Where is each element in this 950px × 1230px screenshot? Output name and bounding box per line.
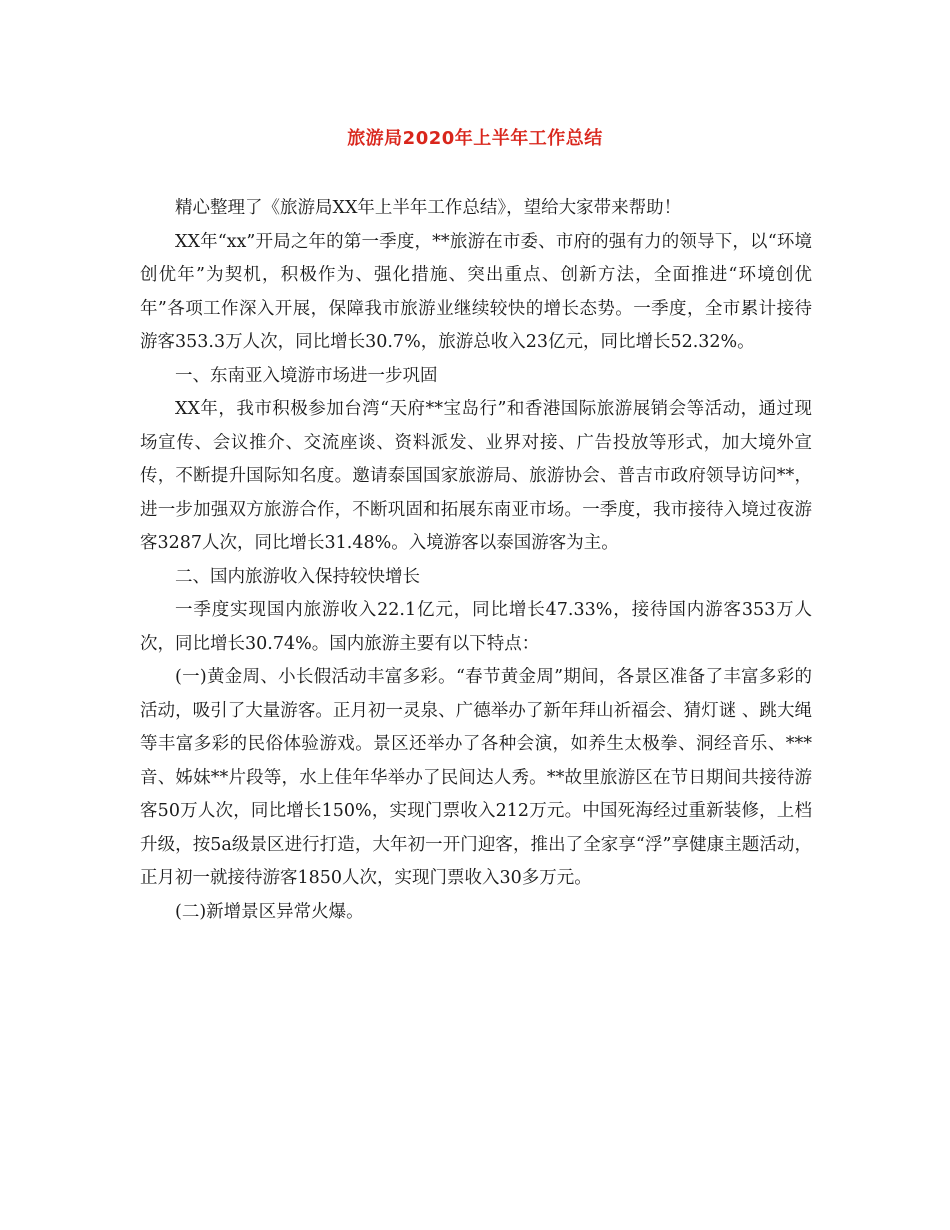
inbound-paragraph: XX年，我市积极参加台湾“天府**宝岛行”和香港国际旅游展销会等活动，通过现场宣传、会议推介、交流座谈、资料派发、业界对接、广告投放等形式，加大境外宣传，不断提升国际知名度。邀请泰国国家旅游局、旅游协会、普吉市政府领导访问**，进一步加强双方旅游合作，不断巩固和拓展东南亚市场。一季度，我市接待入境过夜游客3287人次，同比增长31.48%。入境游客以泰国游客为主。	[140, 399, 812, 553]
domestic-paragraph: 一季度实现国内旅游收入22.1亿元，同比增长47.33%，接待国内游客353万人次，同比增长30.74%。国内旅游主要有以下特点：	[140, 600, 812, 654]
document-body	[140, 192, 812, 929]
intro-paragraph: 精心整理了《旅游局XX年上半年工作总结》，望给大家带来帮助！	[175, 198, 682, 218]
summary-paragraph: XX年“xx”开局之年的第一季度，**旅游在市委、市府的强有力的领导下，以“环境创优年”为契机，积极作为、强化措施、突出重点、创新方法，全面推进“环境创优年”各项工作深入开展，保障我市旅游业继续较快的增长态势。一季度，全市累计接待游客353.3万人次，同比增长30.7%，旅游总收入23亿元，同比增长52.32%。	[140, 231, 812, 352]
golden-week-paragraph: (一)黄金周、小长假活动丰富多彩。“春节黄金周”期间，各景区准备了丰富多彩的活动，吸引了大量游客。正月初一灵泉、广德举办了新年拜山祈福会、猜灯谜 、跳大绳等丰富多彩的民俗体验游戏。景区还举办了各种会演，如养生太极拳、洞经音乐、***音、姊妹**片段等，水上佳年华举办了民间达人秀。**故里旅游区在节日期间共接待游客50万人次，同比增长150%，实现门票收入212万元。中国死海经过重新装修，上档升级，按5a级景区进行打造，大年初一开门迎客，推出了全家享“浮”享健康主题活动，正月初一就接待游客1850人次，实现门票收入30多万元。	[140, 667, 812, 888]
document-title: 旅游局2020年上半年工作总结	[347, 128, 603, 149]
section-heading-domestic: 二、国内旅游收入保持较快增长	[175, 566, 420, 587]
section-heading-inbound: 一、东南亚入境游市场进一步巩固	[175, 365, 438, 386]
new-scenic-heading: (二)新增景区异常火爆。	[175, 901, 364, 922]
